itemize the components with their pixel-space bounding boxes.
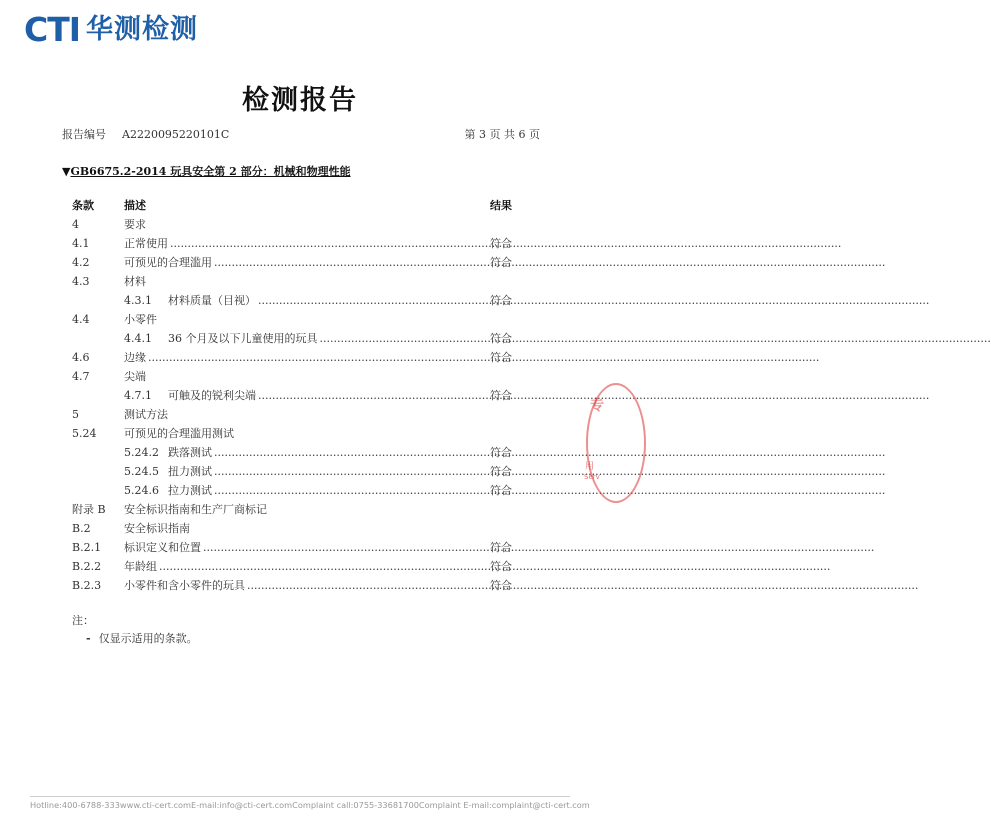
sub-clause-number: 5.24.6 xyxy=(124,484,159,497)
clause-description xyxy=(124,576,446,595)
table-row xyxy=(72,500,532,519)
company-seal xyxy=(582,375,612,515)
sub-clause-number: 5.24.5 xyxy=(124,465,159,478)
clause-description xyxy=(124,443,446,462)
footer-complaint-email: Complaint E-mail:complaint@cti-cert.com xyxy=(418,800,590,810)
clause-result: 符合 xyxy=(490,541,512,554)
section-heading xyxy=(62,163,351,179)
clause-text: 测试方法 xyxy=(124,408,168,421)
clause-result: 符合 xyxy=(490,351,512,364)
dot-leader xyxy=(214,253,885,272)
section-heading-text: GB6675.2-2014 玩具安全第 2 部分：机械和物理性能 xyxy=(70,165,351,178)
dot-leader xyxy=(214,462,885,481)
table-header-row xyxy=(72,196,532,215)
report-number xyxy=(62,126,229,142)
clause-result: 符合 xyxy=(490,446,512,459)
clause-text: 小零件和含小零件的玩具 xyxy=(124,579,245,592)
table-row xyxy=(72,215,532,234)
dot-leader xyxy=(214,481,885,500)
dot-leader xyxy=(258,291,929,310)
note-label: 注： xyxy=(72,614,94,627)
table-row xyxy=(72,424,532,443)
clause-description xyxy=(124,405,446,424)
clause-number: B.2 xyxy=(72,522,91,535)
table-row xyxy=(72,234,532,253)
table-row xyxy=(72,557,532,576)
report-number-label: 报告编号 xyxy=(62,128,106,141)
page-title: 检测报告 xyxy=(242,85,358,116)
seal-text-zh: 用 xyxy=(585,462,595,472)
clause-text: 可预见的合理滥用测试 xyxy=(124,427,234,440)
clause-number: 4.4 xyxy=(72,313,90,326)
clause-table xyxy=(72,196,532,595)
dot-leader xyxy=(214,443,885,462)
clause-result: 符合 xyxy=(490,389,512,402)
table-row xyxy=(72,462,532,481)
clause-number: 4.3 xyxy=(72,275,90,288)
clause-description xyxy=(124,215,446,234)
sub-clause-number: 4.3.1 xyxy=(124,294,152,307)
table-row xyxy=(72,519,532,538)
triangle-marker-icon: ▼ xyxy=(62,165,71,178)
footer-hotline: Hotline:400-6788-333 xyxy=(30,800,120,810)
clause-text: 材料质量（目视） xyxy=(168,294,256,307)
table-row xyxy=(72,367,532,386)
clause-number: 4.1 xyxy=(72,237,90,250)
seal-mark: 专 xyxy=(590,398,604,414)
table-row xyxy=(72,329,532,348)
table-row xyxy=(72,348,532,367)
footer-email: E-mail:info@cti-cert.com xyxy=(191,800,293,810)
clause-number: B.2.1 xyxy=(72,541,102,554)
clause-number: 4.7 xyxy=(72,370,90,383)
clause-result: 符合 xyxy=(490,560,512,573)
dot-leader xyxy=(148,348,819,367)
clause-description xyxy=(124,348,446,367)
table-row xyxy=(72,253,532,272)
clause-number: 附录 B xyxy=(72,503,106,516)
clause-text: 可触及的锐利尖端 xyxy=(168,389,256,402)
clause-text: 年龄组 xyxy=(124,560,157,573)
clause-number: 5.24 xyxy=(72,427,97,440)
dot-leader xyxy=(320,329,991,348)
clause-text: 标识定义和位置 xyxy=(124,541,201,554)
logo-latin-text: CTI xyxy=(24,10,81,49)
dot-leader xyxy=(247,576,918,595)
clause-text: 小零件 xyxy=(124,313,157,326)
header-clause: 条款 xyxy=(72,199,94,212)
page-indicator: 第 3 页 共 6 页 xyxy=(464,128,540,141)
sub-clause-number: 4.4.1 xyxy=(124,332,152,345)
clause-number: 4 xyxy=(72,218,79,231)
clause-number: B.2.2 xyxy=(72,560,102,573)
note-item-text: 仅显示适用的条款。 xyxy=(98,632,198,645)
clause-description xyxy=(124,310,446,329)
company-logo xyxy=(24,12,198,48)
header-description: 描述 xyxy=(124,199,146,212)
clause-description xyxy=(124,462,446,481)
clause-result: 符合 xyxy=(490,256,512,269)
clause-result: 符合 xyxy=(490,465,512,478)
clause-text: 跌落测试 xyxy=(168,446,212,459)
footer-website: www.cti-cert.com xyxy=(119,800,192,810)
table-row xyxy=(72,443,532,462)
table-row xyxy=(72,405,532,424)
clause-number: B.2.3 xyxy=(72,579,102,592)
clause-text: 可预见的合理滥用 xyxy=(124,256,212,269)
dot-leader xyxy=(203,538,874,557)
sub-clause-number: 4.7.1 xyxy=(124,389,152,402)
table-row xyxy=(72,481,532,500)
clause-description xyxy=(124,519,446,538)
clause-description xyxy=(124,272,446,291)
table-row xyxy=(72,291,532,310)
header-result: 结果 xyxy=(490,199,512,212)
clause-description xyxy=(124,291,446,310)
clause-text: 拉力测试 xyxy=(168,484,212,497)
table-row xyxy=(72,272,532,291)
clause-number: 4.2 xyxy=(72,256,90,269)
clause-number: 5 xyxy=(72,408,79,421)
table-row xyxy=(72,310,532,329)
logo-chinese-text: 华测检测 xyxy=(86,14,199,45)
clause-description xyxy=(124,557,446,576)
clause-description xyxy=(124,481,446,500)
clause-result: 符合 xyxy=(490,579,512,592)
table-row xyxy=(72,538,532,557)
clause-description xyxy=(124,234,446,253)
clause-result: 符合 xyxy=(490,294,512,307)
clause-text: 材料 xyxy=(124,275,146,288)
clause-text: 尖端 xyxy=(124,370,146,383)
clause-description xyxy=(124,253,446,272)
clause-text: 边缘 xyxy=(124,351,146,364)
footer-complaint-call: Complaint call:0755-33681700 xyxy=(292,800,419,810)
table-row xyxy=(72,386,532,405)
clause-result: 符合 xyxy=(490,484,512,497)
clause-description xyxy=(124,424,446,443)
footer xyxy=(30,800,590,810)
clause-text: 正常使用 xyxy=(124,237,168,250)
sub-clause-number: 5.24.2 xyxy=(124,446,159,459)
table-row xyxy=(72,576,532,595)
clause-description xyxy=(124,538,446,557)
seal-text-en: Serv xyxy=(584,473,600,481)
clause-text: 扭力测试 xyxy=(168,465,212,478)
note-item xyxy=(86,630,198,646)
clause-result: 符合 xyxy=(490,237,512,250)
clause-text: 安全标识指南 xyxy=(124,522,190,535)
clause-description xyxy=(124,500,446,519)
clause-description xyxy=(124,367,446,386)
clause-number: 4.6 xyxy=(72,351,90,364)
footer-divider xyxy=(30,796,570,797)
note-dash: - xyxy=(86,632,91,645)
clause-text: 要求 xyxy=(124,218,146,231)
clause-result: 符合 xyxy=(490,332,512,345)
clause-text: 36 个月及以下儿童使用的玩具 xyxy=(168,332,318,345)
clause-description xyxy=(124,329,446,348)
report-number-value: A2220095220101C xyxy=(122,128,230,141)
clause-text: 安全标识指南和生产厂商标记 xyxy=(124,503,267,516)
clause-description xyxy=(124,386,446,405)
